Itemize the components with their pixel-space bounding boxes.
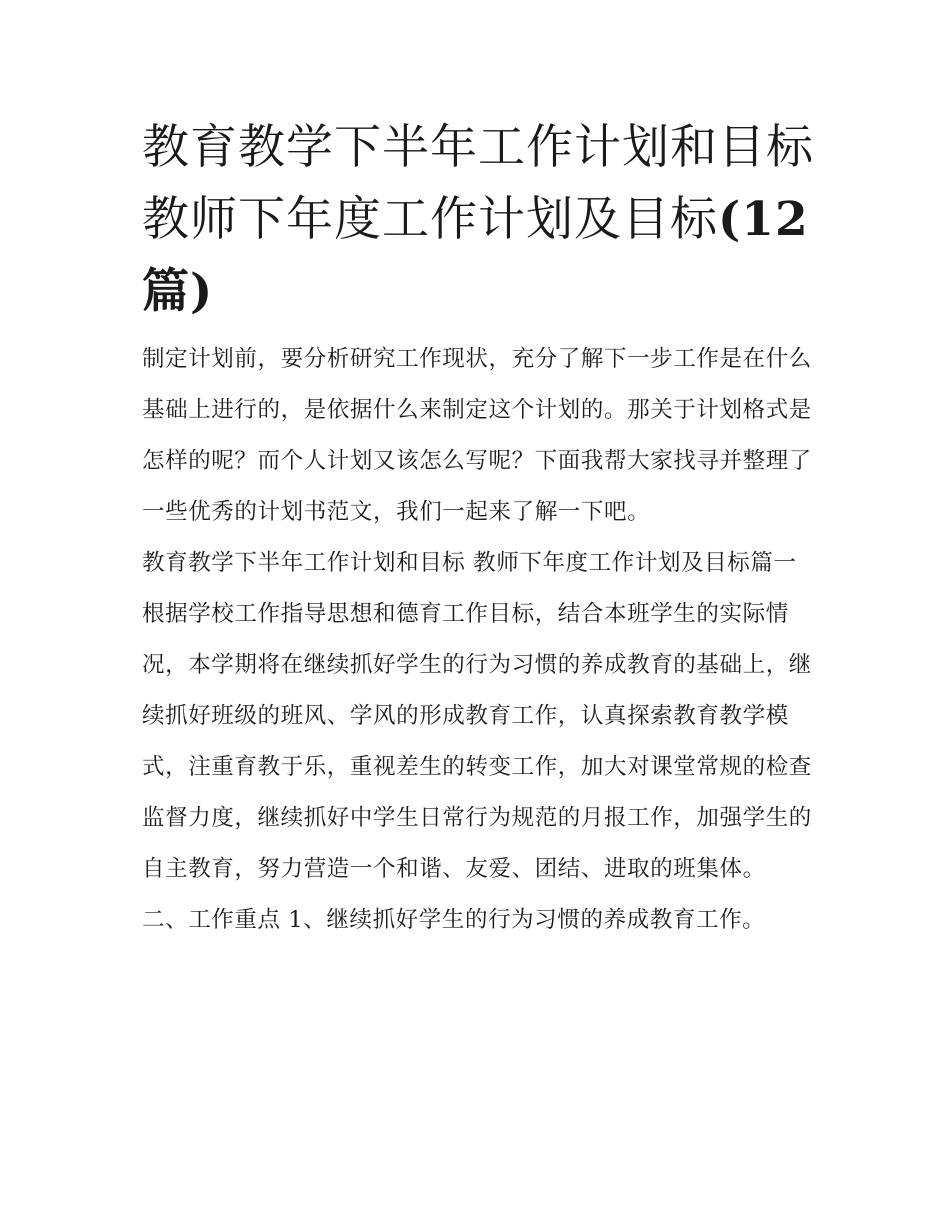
title-count: (12篇) — [142, 192, 809, 319]
section-heading: 教育教学下半年工作计划和目标 教师下年度工作计划及目标篇一 — [142, 550, 797, 576]
body-paragraph: 根据学校工作指导思想和德育工作目标，结合本班学生的实际情况，本学期将在继续抓好学生的行为习惯的养成教育的基础上，继续抓好班级的班风、学风的形成教育工作，认真探索教育教学模式，注重育教于乐，重视差生的转变工作，加大对课堂常规的检查监督力度，继续抓好中学生日常行为规范的月报工作，加强学生的自主教育，努力营造一个和谐、友爱、团结、进取的班集体。 — [142, 601, 812, 882]
document-title — [142, 112, 818, 328]
intro-paragraph: 制定计划前，要分析研究工作现状，充分了解下一步工作是在什么基础上进行的，是依据什么来制定这个计划的。那关于计划格式是怎样的呢？而个人计划又该怎么写呢？下面我帮大家找寻并整理了一些优秀的计划书范文，我们一起来了解一下吧。 — [142, 346, 812, 525]
work-focus-paragraph: 二、工作重点 1、继续抓好学生的行为习惯的养成教育工作。 — [142, 907, 766, 933]
title-main-text: 教育教学下半年工作计划和目标 教师下年度工作计划及目标 — [142, 120, 814, 247]
